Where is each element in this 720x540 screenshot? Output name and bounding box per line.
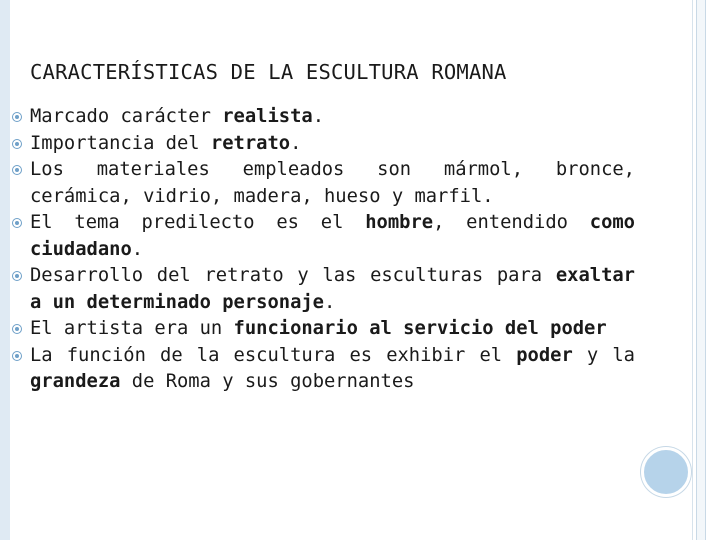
bullet-text: , entendido bbox=[433, 212, 590, 233]
circle-bullet-icon bbox=[12, 139, 22, 149]
bullet-item bbox=[10, 210, 635, 263]
circle-bullet-icon bbox=[12, 165, 22, 175]
bullet-text: Los materiales empleados son mármol, bronce, cerámica, vidrio, madera, hueso y marfil. bbox=[30, 159, 635, 207]
bullet-item bbox=[10, 263, 635, 316]
bullet-emphasis: retrato bbox=[210, 132, 291, 154]
bullet-text: de Roma y sus gobernantes bbox=[120, 371, 415, 392]
circle-bullet-icon bbox=[12, 112, 22, 122]
slide-title: CARACTERÍSTICAS DE LA ESCULTURA ROMANA bbox=[30, 60, 507, 84]
bullet-emphasis: exaltar a un determinado personaje bbox=[30, 265, 635, 313]
bullet-text: . bbox=[290, 132, 302, 154]
bullet-text: . bbox=[324, 291, 336, 313]
bullet-text: El tema predilecto es el bbox=[30, 212, 366, 233]
bullet-text: Desarrollo del retrato y las esculturas para bbox=[30, 265, 556, 286]
slide-right-border bbox=[696, 0, 706, 540]
circle-bullet-icon bbox=[12, 218, 22, 228]
circle-bullet-icon bbox=[12, 324, 22, 334]
bullet-item bbox=[10, 343, 635, 396]
circle-bullet-icon bbox=[12, 351, 22, 361]
bullet-emphasis: como ciudadano bbox=[30, 212, 635, 260]
bullet-item bbox=[10, 157, 635, 210]
bullet-text: Importancia del bbox=[30, 132, 211, 154]
bullet-text: Marcado carácter bbox=[30, 106, 223, 127]
bullet-text: La función de la escultura es exhibir el bbox=[30, 344, 517, 366]
bullet-text: y la bbox=[572, 344, 635, 366]
bullet-emphasis: realista bbox=[222, 106, 313, 127]
bullet-emphasis: poder bbox=[516, 344, 573, 366]
circle-bullet-icon bbox=[12, 271, 22, 281]
bullet-emphasis: funcionario al servicio del poder bbox=[233, 318, 607, 339]
slide-left-border bbox=[0, 0, 10, 540]
bullet-text: . bbox=[312, 106, 325, 127]
bullet-emphasis: hombre bbox=[365, 212, 434, 233]
bullet-item bbox=[10, 316, 635, 343]
decorative-circle bbox=[641, 447, 691, 497]
bullet-list bbox=[10, 104, 635, 396]
slide-right-border-line bbox=[692, 0, 693, 540]
bullet-item bbox=[10, 131, 635, 158]
bullet-item bbox=[10, 104, 635, 131]
bullet-emphasis: grandeza bbox=[30, 371, 121, 392]
bullet-text: . bbox=[131, 238, 144, 260]
bullet-text: El artista era un bbox=[30, 318, 234, 339]
